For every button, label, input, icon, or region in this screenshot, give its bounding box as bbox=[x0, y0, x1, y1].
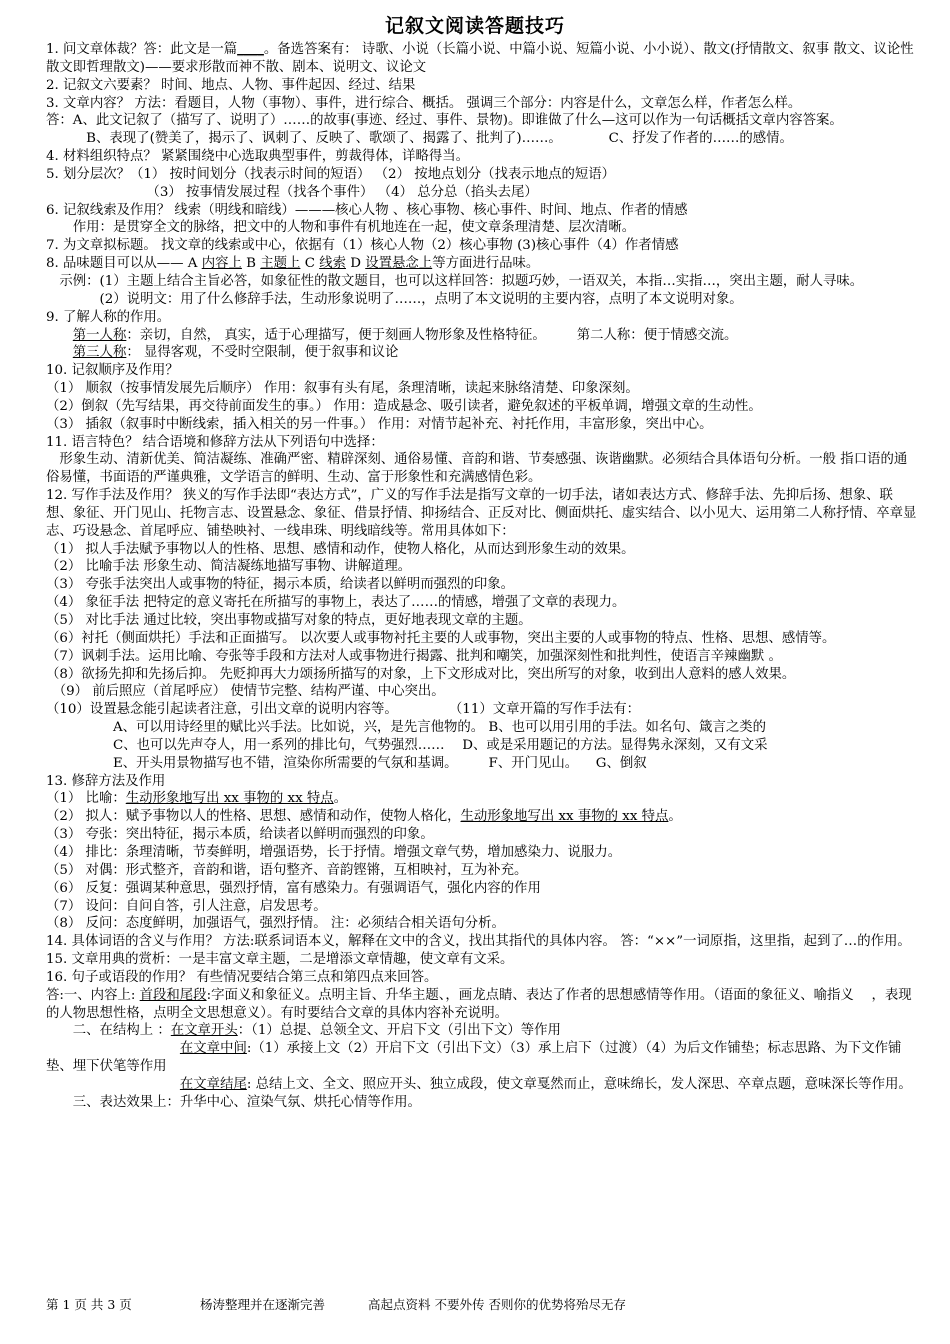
footer-author: 杨涛整理并在逐渐完善 bbox=[200, 1297, 326, 1312]
text-line bbox=[46, 558, 918, 576]
page-title: 记叙文阅读答题技巧 bbox=[384, 15, 565, 37]
text-line bbox=[46, 1040, 918, 1076]
underlined-text: 第三人称 bbox=[72, 345, 127, 361]
document-body bbox=[46, 41, 918, 1112]
text-run: 5. 划分层次？（1） 按时间划分（找表示时间的短语） （2） 按地点划分（找表示地点的短语） bbox=[46, 166, 616, 182]
text-run: 8. 品味题目可以从—— A bbox=[46, 256, 202, 272]
text-run: (2）说明文：用了什么修辞手法，生动形象说明了……，点明了本文说明的主要内容，点明了本文说明对象。 bbox=[46, 291, 743, 307]
underlined-text: 首段和尾段 bbox=[139, 987, 207, 1003]
text-run: 15. 文章用典的赏析：一是丰富文章主题，二是增添文章情趣，使文章有文采。 bbox=[46, 952, 514, 968]
text-line bbox=[46, 184, 918, 202]
text-line bbox=[46, 898, 918, 916]
text-line bbox=[46, 701, 918, 719]
text-run bbox=[46, 1041, 180, 1056]
text-line bbox=[46, 755, 918, 773]
text-run: 7. 为文章拟标题。 找文章的线索或中心，依据有（1）核心人物（2）核心事物 (3)核心事件（4）作者情感 bbox=[46, 238, 679, 254]
text-line bbox=[46, 808, 918, 826]
text-line bbox=[46, 648, 918, 666]
text-line bbox=[46, 826, 918, 844]
text-line bbox=[46, 202, 918, 220]
text-line bbox=[46, 344, 918, 362]
text-run: （1） 拟人手法赋予事物以人的性格、思想、感情和动作，使物人格化，从而达到形象生动的效果。 bbox=[46, 541, 635, 557]
text-run: （8）欲扬先抑和先扬后抑。 先贬抑再大力颂扬所描写的对象，上下文形成对比，突出所写的对象，收到出人意料的感人效果。 bbox=[46, 666, 796, 682]
text-run: （10）设置悬念能引起读者注意，引出文章的说明内容等。 （11）文章开篇的写作手法有： bbox=[46, 702, 641, 718]
text-line bbox=[46, 434, 918, 452]
text-line bbox=[46, 862, 918, 880]
footer-note: 高起点资料 不要外传 否则你的优势将殆尽无存 bbox=[368, 1297, 626, 1312]
text-run: 6. 记叙线索及作用？ 线索（明线和暗线）———核心人物 、核心事物、核心事件、时间、地点、作者的情感 bbox=[46, 202, 688, 218]
text-line bbox=[46, 291, 918, 309]
text-run: （7） 设问：自问自答，引人注意，启发思考。 bbox=[46, 898, 327, 914]
text-line bbox=[46, 1076, 918, 1094]
text-run: B bbox=[241, 256, 261, 272]
text-line bbox=[46, 95, 918, 113]
underlined-text: 在文章中间 bbox=[179, 1041, 247, 1057]
text-line bbox=[46, 1094, 918, 1112]
underlined-text: 生动形象地写出 xx 事物的 xx 特点 bbox=[125, 791, 334, 807]
text-run: 9. 了解人称的作用。 bbox=[46, 309, 171, 325]
text-run: （3） 夸张：突出特征，揭示本质，给读者以鲜明而强烈的印象。 bbox=[46, 827, 434, 843]
text-run: （1） 比喻： bbox=[46, 791, 126, 807]
text-run: 。备选答案有： 诗歌、小说（长篇小说、中篇小说、短篇小说、小小说）、散文(抒情散文、叙事 散文、议论性散文即哲理散文)——要求形散而神不散、剧本、说明文、议论文 bbox=[46, 42, 914, 75]
text-line bbox=[46, 327, 918, 345]
text-run: ：（1）总提、总领全文、开启下文（引出下文）等作用 bbox=[237, 1023, 561, 1039]
text-run: B、表现了(赞美了，揭示了、讽刺了、反映了、歌颂了、揭露了、批判了)……。 C、抒发了作者的……的感情。 bbox=[46, 131, 793, 147]
text-run: C bbox=[300, 256, 320, 272]
text-line bbox=[46, 594, 918, 612]
underlined-text: 主题上 bbox=[260, 256, 301, 272]
text-line bbox=[46, 219, 918, 237]
text-run: 形象生动、清新优美、简洁凝练、准确严密、精辟深刻、通俗易懂、音韵和谐、节奏感强、诙谐幽默。必须结合具体语句分析。一般 指口语的通俗易懂，书面语的严谨典雅，文学语言的鲜明、生动、富于形象性和充满感情色彩。 bbox=[46, 452, 908, 486]
text-line bbox=[46, 362, 918, 380]
text-run: 作用：是贯穿全文的脉络，把文中的人物和事件有机地连在一起，使文章条理清楚、层次清晰。 bbox=[46, 220, 636, 236]
text-run: （3） 夸张手法突出人或事物的特征，揭示本质，给读者以鲜明而强烈的印象。 bbox=[46, 577, 515, 593]
text-run: A、可以用诗经里的赋比兴手法。比如说，兴，是先言他物的。 B、也可以用引用的手法。如名句、箴言之类的 bbox=[46, 720, 767, 736]
text-run: （2） 拟人：赋予事物以人的性格、思想、感情和动作，使物人格化， bbox=[46, 809, 461, 825]
underlined-text: ____ bbox=[237, 42, 264, 57]
text-line bbox=[46, 683, 918, 701]
text-line bbox=[46, 951, 918, 969]
text-line bbox=[46, 398, 918, 416]
underlined-text: 在文章结尾 bbox=[179, 1076, 247, 1092]
text-run: : 总结上文、全文、照应开头、独立成段，使文章戛然而止，意味绵长，发人深思、卒章点题，意味深长等作用。 bbox=[246, 1076, 912, 1092]
text-line bbox=[46, 915, 918, 933]
text-run: 14. 具体词语的含义与作用？ 方法:联系词语本义，解释在文中的含义，找出其指代的具体内容。 答：“××”一词原指，这里指，起到了…的作用。 bbox=[46, 934, 911, 950]
text-run: :（1）承接上文（2）开启下文（引出下文）（3）承上启下（过渡）（4）为后文作铺垫；标志思路、为下文作铺垫、埋下伏笔等作用 bbox=[46, 1041, 902, 1075]
text-run: 4. 材料组织特点？ 紧紧围绕中心选取典型事件，剪裁得体，详略得当。 bbox=[46, 149, 470, 165]
text-run: C、也可以先声夺人，用一系列的排比句，气势强烈…… D、或是采用题记的方法。显得隽永深刻，又有文采 bbox=[46, 737, 768, 753]
text-line bbox=[46, 112, 918, 130]
text-line bbox=[46, 77, 918, 95]
text-run bbox=[46, 328, 73, 343]
text-run: （2） 比喻手法 形象生动、简洁凝练地描写事物、讲解道理。 bbox=[46, 559, 412, 575]
text-run: E、开头用景物描写也不错，渲染你所需要的气氛和基调。 F、开门见山。 G、倒叙 bbox=[46, 755, 647, 771]
text-line bbox=[46, 166, 918, 184]
text-line bbox=[46, 541, 918, 559]
text-line bbox=[46, 309, 918, 327]
text-run: 12. 写作手法及作用？ 狭义的写作手法即“表达方式”，广义的写作手法是指写文章的一切手法，诸如表达方式、修辞手法、先抑后扬、想象、联想、象征、开门见山、托物言志、设置悬念、象征、借景抒情、抑扬结合、正反对比、侧面烘托、虚实结合、以小见大、运用第二人称抒情、卒章显志、巧设悬念、首尾呼应、铺垫映衬、一线串珠、明线暗线等。常用具体如下： bbox=[46, 488, 917, 539]
text-line bbox=[46, 148, 918, 166]
text-run: （6） 反复：强调某种意思，强烈抒情，富有感染力。有强调语气，强化内容的作用 bbox=[46, 880, 541, 896]
text-line bbox=[46, 576, 918, 594]
text-line bbox=[46, 41, 918, 77]
underlined-text: 生动形象地写出 xx 事物的 xx 特点 bbox=[460, 809, 669, 825]
underlined-text: 内容上 bbox=[201, 256, 242, 272]
text-line bbox=[46, 880, 918, 898]
text-run: （9） 前后照应（首尾呼应） 使情节完整、结构严谨、中心突出。 bbox=[46, 684, 445, 700]
text-line bbox=[46, 630, 918, 648]
text-run: （2）倒叙（先写结果，再交待前面发生的事。） 作用：造成悬念、吸引读者，避免叙述的平板单调，增强文章的生动性。 bbox=[46, 398, 762, 414]
text-run: 3. 文章内容？ 方法：看题目，人物（事物）、事件，进行综合、概括。 强调三个部分：内容是什么，文章怎么样，作者怎么样。 bbox=[46, 95, 802, 111]
text-run: :字面义和象征义。点明主旨、升华主题、，画龙点睛、表达了作者的思想感情等作用。（语面的象征义、喻指义 ，表现的人物思想性格，点明全文思想意义）。有时要结合文章的具体内容补充说明。 bbox=[46, 987, 912, 1021]
text-run: 10. 记叙顺序及作用？ bbox=[46, 363, 179, 379]
underlined-text: 第一人称 bbox=[72, 327, 127, 343]
text-line bbox=[46, 844, 918, 862]
text-run: ：亲切，自然， 真实，适于心理描写，便于刻画人物形象及性格特征。 第二人称：便于情感交流。 bbox=[126, 327, 738, 343]
text-line bbox=[46, 255, 918, 273]
text-line bbox=[46, 666, 918, 684]
text-line bbox=[46, 487, 918, 541]
text-run: （4） 象征手法 把特定的意义寄托在所描写的事物上，表达了……的情感，增强了文章的表现力。 bbox=[46, 595, 626, 611]
text-run: （5） 对比手法 通过比较，突出事物或描写对象的特点，更好地表现文章的主题。 bbox=[46, 613, 532, 628]
text-run: 三、表达效果上：升华中心、渲染气氛、烘托心情等作用。 bbox=[46, 1094, 421, 1110]
text-line bbox=[46, 737, 918, 755]
text-run: 16. 句子或语段的作用？ 有些情况要结合第三点和第四点来回答。 bbox=[46, 969, 438, 985]
text-run: 1. 问文章体裁？答：此文是一篇 bbox=[46, 42, 238, 57]
text-run: （7）讽刺手法。运用比喻、夸张等手段和方法对人或事物进行揭露、批判和嘲笑，加强深刻性和批判性，使语言辛辣幽默 。 bbox=[46, 648, 782, 664]
text-line bbox=[46, 380, 918, 398]
text-line bbox=[46, 969, 918, 987]
text-run: 等方面进行品味。 bbox=[432, 256, 540, 272]
text-run: （3） 插叙（叙事时中断线索，插入相关的另一件事。） 作用：对情节起补充、衬托作用，丰富形象，突出中心。 bbox=[46, 416, 713, 432]
page-number: 第 1 页 共 3 页 bbox=[46, 1297, 132, 1312]
text-run: （8） 反问：态度鲜明，加强语气，强烈抒情。 注：必须结合相关语句分析。 bbox=[46, 916, 505, 932]
text-run: 2. 记叙文六要素？ 时间、地点、人物、事件起因、经过、结果 bbox=[46, 77, 416, 93]
text-run: （3） 按事情发展过程（找各个事件） （4） 总分总（掐头去尾） bbox=[46, 184, 538, 200]
text-line bbox=[46, 130, 918, 148]
page-footer bbox=[46, 1297, 918, 1313]
text-line bbox=[46, 719, 918, 737]
text-line bbox=[46, 790, 918, 808]
text-run: （5） 对偶：形式整齐，音韵和谐，语句整齐、音韵铿锵，互相映衬，互为补充。 bbox=[46, 862, 528, 878]
text-line bbox=[46, 273, 918, 291]
text-run: 答：A、此文记叙了（描写了、说明了）……的故事(事迹、经过、事件、景物)。即谁做了什么—这可以作为一句话概括文章内容答案。 bbox=[46, 113, 843, 129]
text-line bbox=[46, 237, 918, 255]
text-run: （1） 顺叙（按事情发展先后顺序） 作用：叙事有头有尾，条理清晰，读起来脉络清楚、印象深刻。 bbox=[46, 381, 639, 397]
text-run: 11. 语言特色？ 结合语境和修辞方法从下列语句中选择： bbox=[46, 434, 384, 450]
text-run: 。 bbox=[668, 809, 682, 825]
underlined-text: 在文章开头 bbox=[170, 1023, 238, 1039]
text-run bbox=[46, 1077, 180, 1092]
text-run: ： 显得客观，不受时空限制，便于叙事和议论 bbox=[126, 345, 399, 361]
text-run: 。 bbox=[333, 791, 348, 807]
underlined-text: 线索 bbox=[319, 256, 346, 272]
text-line bbox=[46, 1022, 918, 1040]
text-run: （6）衬托（侧面烘托）手法和正面描写。 以次要人或事物衬托主要的人或事物，突出主要的人或事物的特点、性格、思想、感情等。 bbox=[46, 630, 836, 646]
text-run: 二、在结构上 ： bbox=[46, 1023, 171, 1039]
text-line bbox=[46, 933, 918, 951]
text-run: 示例：(1）主题上结合主旨必答，如象征性的散文题目，也可以这样回答：拟题巧妙，一语双关，本指…实指…，突出主题，耐人寻味。 bbox=[46, 273, 864, 289]
text-run: 答:一、内容上: bbox=[46, 987, 140, 1003]
text-run: D bbox=[345, 256, 366, 272]
text-run: 13. 修辞方法及作用 bbox=[46, 773, 166, 789]
text-run: （4） 排比：条理清晰，节奏鲜明，增强语势，长于抒情。增强文章气势，增加感染力、说服力。 bbox=[46, 844, 622, 860]
text-line bbox=[46, 773, 918, 791]
text-line bbox=[46, 612, 918, 630]
text-line bbox=[46, 416, 918, 434]
underlined-text: 设置悬念上 bbox=[365, 256, 433, 272]
text-line bbox=[46, 451, 918, 487]
text-line bbox=[46, 987, 918, 1023]
text-run bbox=[46, 345, 73, 360]
